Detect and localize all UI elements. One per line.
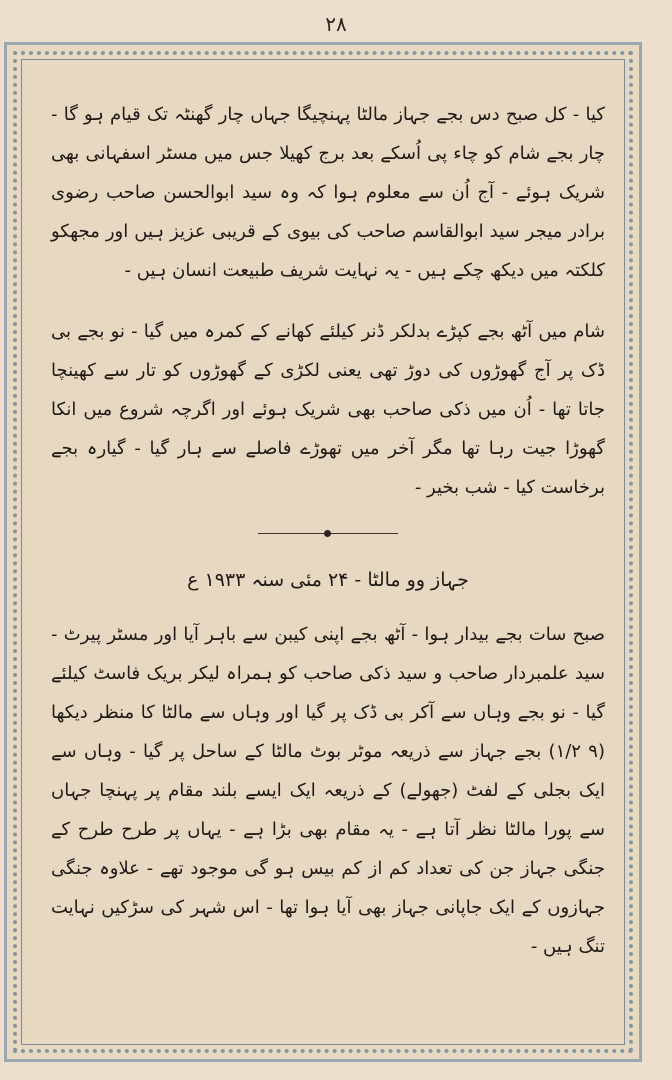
paragraph-2: شام میں آٹھ بجے کپڑے بدلکر ڈنر کیلئے کھانے کے کمرہ میں گیا - نو بجے بی ڈک پر آج گھوڑوں کی دوڑ تھی یعنی لکڑی کے گھوڑوں کو تار سے کھینچا جاتا تھا - اُن میں ذکی صاحب بھی شریک ہوئے اور اگرچہ شروع میں انکا گھوڑا جیت رہا تھا مگر آخر میں تھوڑے فاصلے سے ہار گیا - گیارہ بجے برخاست کیا - شب بخیر - — [51, 321, 605, 498]
paragraph-3: صبح سات بجے بیدار ہوا - آٹھ بجے اپنی کیبن سے باہر آیا اور مسٹر پیرٹ - سید علمبردار صاحب و سید ذکی صاحب کو ہمراہ لیکر بریک فاسٹ کیلئے گیا - نو بجے وہاں سے آکر بی ڈک پر گیا اور وہاں سے مالٹا کا منظر دیکھا (۹ ۱/۲) بجے جہاز سے ذریعہ موٹر بوٹ مالٹا کے ساحل پر گیا - وہاں سے ایک بجلی کے لفٹ (جھولے) کے ذریعہ ایک ایسے بلند مقام پر پہنچا جہاں سے پورا مالٹا نظر آتا ہے - یہ مقام بھی بڑا ہے - یہاں پر طرح طرح کے جنگی جہاز جن کی تعداد کم از کم بیس ہو گی موجود تھے - علاوہ جنگی جہازوں کے ایک جاپانی جہاز بھی آیا ہوا تھا - اس شہر کی سڑکیں نہایت تنگ ہیں - — [51, 624, 605, 957]
divider-dot — [324, 530, 331, 537]
page-number: ۲۸ — [325, 12, 347, 36]
page-border-frame — [4, 42, 642, 1062]
entry-heading: جہاز وو مالٹا - ۲۴ مئی سنہ ۱۹۳۳ ع — [187, 569, 469, 591]
page-body — [51, 95, 605, 1031]
section-divider — [258, 529, 398, 539]
paragraph-1: کیا - کل صبح دس بجے جہاز مالٹا پہنچیگا جہاں چار گھنٹہ تک قیام ہو گا - چار بجے شام کو چاء پی اُسکے بعد برج کھیلا جس میں مسٹر اسفہانی بھی شریک ہوئے - آج اُن سے معلوم ہوا کہ وہ سید ابوالحسن صاحب رضوی برادر میجر سید ابوالقاسم صاحب کی بیوی کے قریبی عزیز ہیں اور مجھکو کلکتہ میں دیکھ چکے ہیں - یہ نہایت شریف طبیعت انسان ہیں - — [51, 104, 605, 281]
divider-line — [258, 533, 398, 534]
